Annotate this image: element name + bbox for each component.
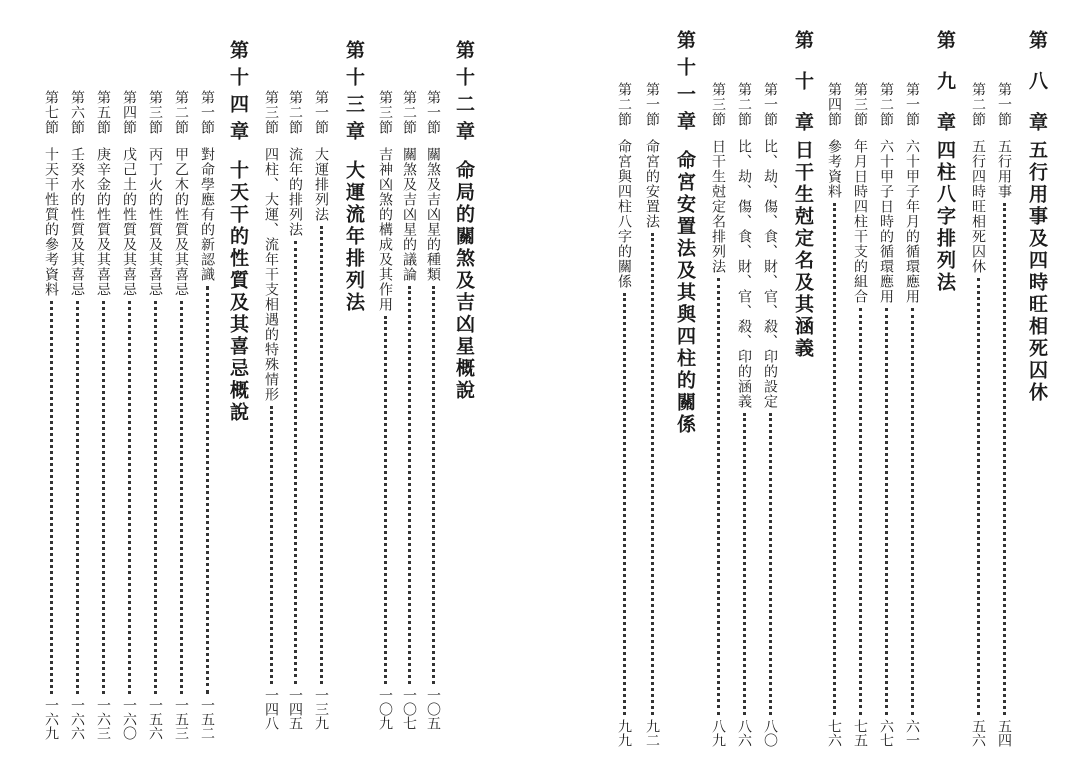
dot-leader [911, 308, 914, 715]
dot-leader [76, 301, 79, 694]
dot-leader [885, 308, 888, 715]
section-title: 命宮的安置法 [644, 139, 660, 229]
section-number: 第二節 [173, 90, 189, 135]
page-number: 一四八 [263, 688, 279, 730]
toc-entry[interactable] [288, 90, 302, 730]
page-number: 八九 [710, 719, 726, 747]
toc-entry[interactable] [174, 90, 188, 740]
section-title: 五行四時旺相死囚休 [970, 139, 986, 274]
section-number: 第四節 [121, 90, 137, 135]
section-number: 第六節 [69, 90, 85, 135]
toc-entry[interactable] [148, 90, 162, 740]
section-number: 第二節 [616, 82, 632, 127]
page-number: 一五三 [173, 698, 189, 740]
toc-entry[interactable] [971, 82, 985, 747]
toc-entry[interactable] [879, 82, 893, 747]
chapter-number: 第十二章 [453, 40, 475, 148]
section-number: 第二節 [401, 90, 417, 135]
section-number: 第三節 [263, 90, 279, 135]
toc-entry[interactable] [997, 82, 1011, 747]
section-number: 第二節 [287, 90, 303, 135]
page-number: 一〇七 [401, 688, 417, 730]
section-number: 第一節 [425, 90, 441, 135]
section-title: 庚辛金的性質及其喜忌 [95, 147, 111, 297]
dot-leader [206, 286, 209, 694]
section-title: 關煞及吉凶星的議論 [401, 147, 417, 282]
section-number: 第三節 [852, 82, 868, 127]
section-title: 甲乙木的性質及其喜忌 [173, 147, 189, 297]
page-number: 一四五 [287, 688, 303, 730]
dot-leader [977, 278, 980, 715]
dot-leader [154, 301, 157, 694]
page-number: 五四 [996, 719, 1012, 747]
section-title: 六十甲子年月的循環應用 [904, 139, 920, 304]
section-title: 丙丁火的性質及其喜忌 [147, 147, 163, 297]
section-title: 大運排列法 [313, 147, 329, 222]
section-number: 第三節 [147, 90, 163, 135]
toc-entry[interactable] [96, 90, 110, 740]
section-title: 年月日時四柱干支的組合 [852, 139, 868, 304]
chapter-number: 第八章 [1026, 30, 1048, 153]
section-title: 比、劫、傷、食、財、官、殺、印的涵義 [736, 139, 752, 409]
section-title: 流年的排列法 [287, 147, 303, 237]
toc-entry[interactable] [737, 82, 751, 747]
toc-entry[interactable] [264, 90, 278, 730]
page-number: 七六 [826, 719, 842, 747]
chapter-heading [228, 40, 247, 148]
section-title: 吉神凶煞的構成及其作用 [377, 147, 393, 312]
section-title: 對命學應有的新認識 [199, 147, 215, 282]
page-number: 一〇五 [425, 688, 441, 730]
section-title: 戊己土的性質及其喜忌 [121, 147, 137, 297]
chapter-title: 四柱八字排列法 [934, 140, 956, 294]
section-title: 命宮與四柱八字的關係 [616, 139, 632, 289]
toc-entry[interactable] [645, 82, 659, 747]
page-number: 七五 [852, 719, 868, 747]
chapter-number: 第九章 [934, 30, 956, 153]
section-title: 五行用事 [996, 139, 1012, 199]
dot-leader [50, 301, 53, 694]
page-number: 六七 [878, 719, 894, 747]
dot-leader [294, 241, 297, 684]
chapter-heading [1027, 30, 1046, 153]
page-number: 一〇九 [377, 688, 393, 730]
chapter-heading [935, 30, 954, 153]
chapter-number: 第十章 [792, 30, 814, 153]
page-number: 九九 [616, 719, 632, 747]
toc-entry[interactable] [70, 90, 84, 740]
toc-entry[interactable] [905, 82, 919, 747]
toc-entry[interactable] [200, 90, 214, 740]
section-number: 第一節 [996, 82, 1012, 127]
dot-leader [1003, 203, 1006, 715]
section-number: 第一節 [904, 82, 920, 127]
section-title: 關煞及吉凶星的種類 [425, 147, 441, 282]
page-number: 九二 [644, 719, 660, 747]
dot-leader [769, 413, 772, 715]
page-number: 八六 [736, 719, 752, 747]
chapter-title: 十天干的性質及其喜忌概說 [227, 160, 249, 424]
section-number: 第三節 [377, 90, 393, 135]
chapter-heading [793, 30, 812, 153]
page-number: 八〇 [762, 719, 778, 747]
section-number: 第三節 [710, 82, 726, 127]
chapter-title: 命局的關煞及吉凶星概說 [453, 160, 475, 402]
toc-entry[interactable] [853, 82, 867, 747]
section-title: 參考資料 [826, 139, 842, 199]
toc-entry[interactable] [617, 82, 631, 747]
chapter-title: 五行用事及四時旺相死囚休 [1026, 140, 1048, 404]
page-number: 一六三 [95, 698, 111, 740]
section-title: 十天干性質的參考資料 [43, 147, 59, 297]
section-title: 六十甲子日時的循環應用 [878, 139, 894, 304]
chapter-number: 第十四章 [227, 40, 249, 148]
section-title: 四柱、大運、流年干支相遇的特殊情形 [263, 147, 279, 402]
page-number: 一五二 [199, 698, 215, 740]
toc-entry[interactable] [314, 90, 328, 730]
section-number: 第一節 [644, 82, 660, 127]
chapter-number: 第十一章 [674, 30, 696, 138]
chapter-title: 命宮安置法及其與四柱的關係 [674, 150, 696, 436]
section-title: 壬癸水的性質及其喜忌 [69, 147, 85, 297]
toc-page-left [0, 0, 500, 782]
dot-leader [859, 308, 862, 715]
section-title: 日干生尅定名排列法 [710, 139, 726, 274]
toc-entry[interactable] [44, 90, 58, 740]
chapter-heading [344, 40, 363, 148]
section-number: 第二節 [736, 82, 752, 127]
dot-leader [102, 301, 105, 694]
dot-leader [432, 286, 435, 684]
section-number: 第一節 [762, 82, 778, 127]
dot-leader [128, 301, 131, 694]
section-number: 第二節 [878, 82, 894, 127]
toc-entry[interactable] [763, 82, 777, 747]
dot-leader [623, 293, 626, 715]
toc-entry[interactable] [426, 90, 440, 730]
section-number: 第一節 [313, 90, 329, 135]
section-number: 第二節 [970, 82, 986, 127]
page-number: 一六六 [69, 698, 85, 740]
page-number: 五六 [970, 719, 986, 747]
dot-leader [833, 203, 836, 715]
toc-entry[interactable] [122, 90, 136, 740]
page-number: 一五六 [147, 698, 163, 740]
section-title: 比、劫、傷、食、財、官、殺、印的設定 [762, 139, 778, 409]
section-number: 第四節 [826, 82, 842, 127]
toc-entry[interactable] [378, 90, 392, 730]
dot-leader [270, 406, 273, 684]
chapter-title: 大運流年排列法 [343, 160, 365, 314]
dot-leader [180, 301, 183, 694]
page-number: 一三九 [313, 688, 329, 730]
dot-leader [743, 413, 746, 715]
dot-leader [651, 233, 654, 715]
chapter-number: 第十三章 [343, 40, 365, 148]
page-number: 一六九 [43, 698, 59, 740]
section-number: 第一節 [199, 90, 215, 135]
page-number: 一六〇 [121, 698, 137, 740]
toc-entry[interactable] [827, 82, 841, 747]
page-number: 六一 [904, 719, 920, 747]
chapter-title: 日干生尅定名及其涵義 [792, 140, 814, 360]
dot-leader [384, 316, 387, 684]
dot-leader [717, 278, 720, 715]
toc-entry[interactable] [402, 90, 416, 730]
section-number: 第七節 [43, 90, 59, 135]
toc-page-right [545, 0, 1072, 782]
toc-entry[interactable] [711, 82, 725, 747]
chapter-heading [675, 30, 694, 138]
section-number: 第五節 [95, 90, 111, 135]
dot-leader [408, 286, 411, 684]
dot-leader [320, 226, 323, 684]
